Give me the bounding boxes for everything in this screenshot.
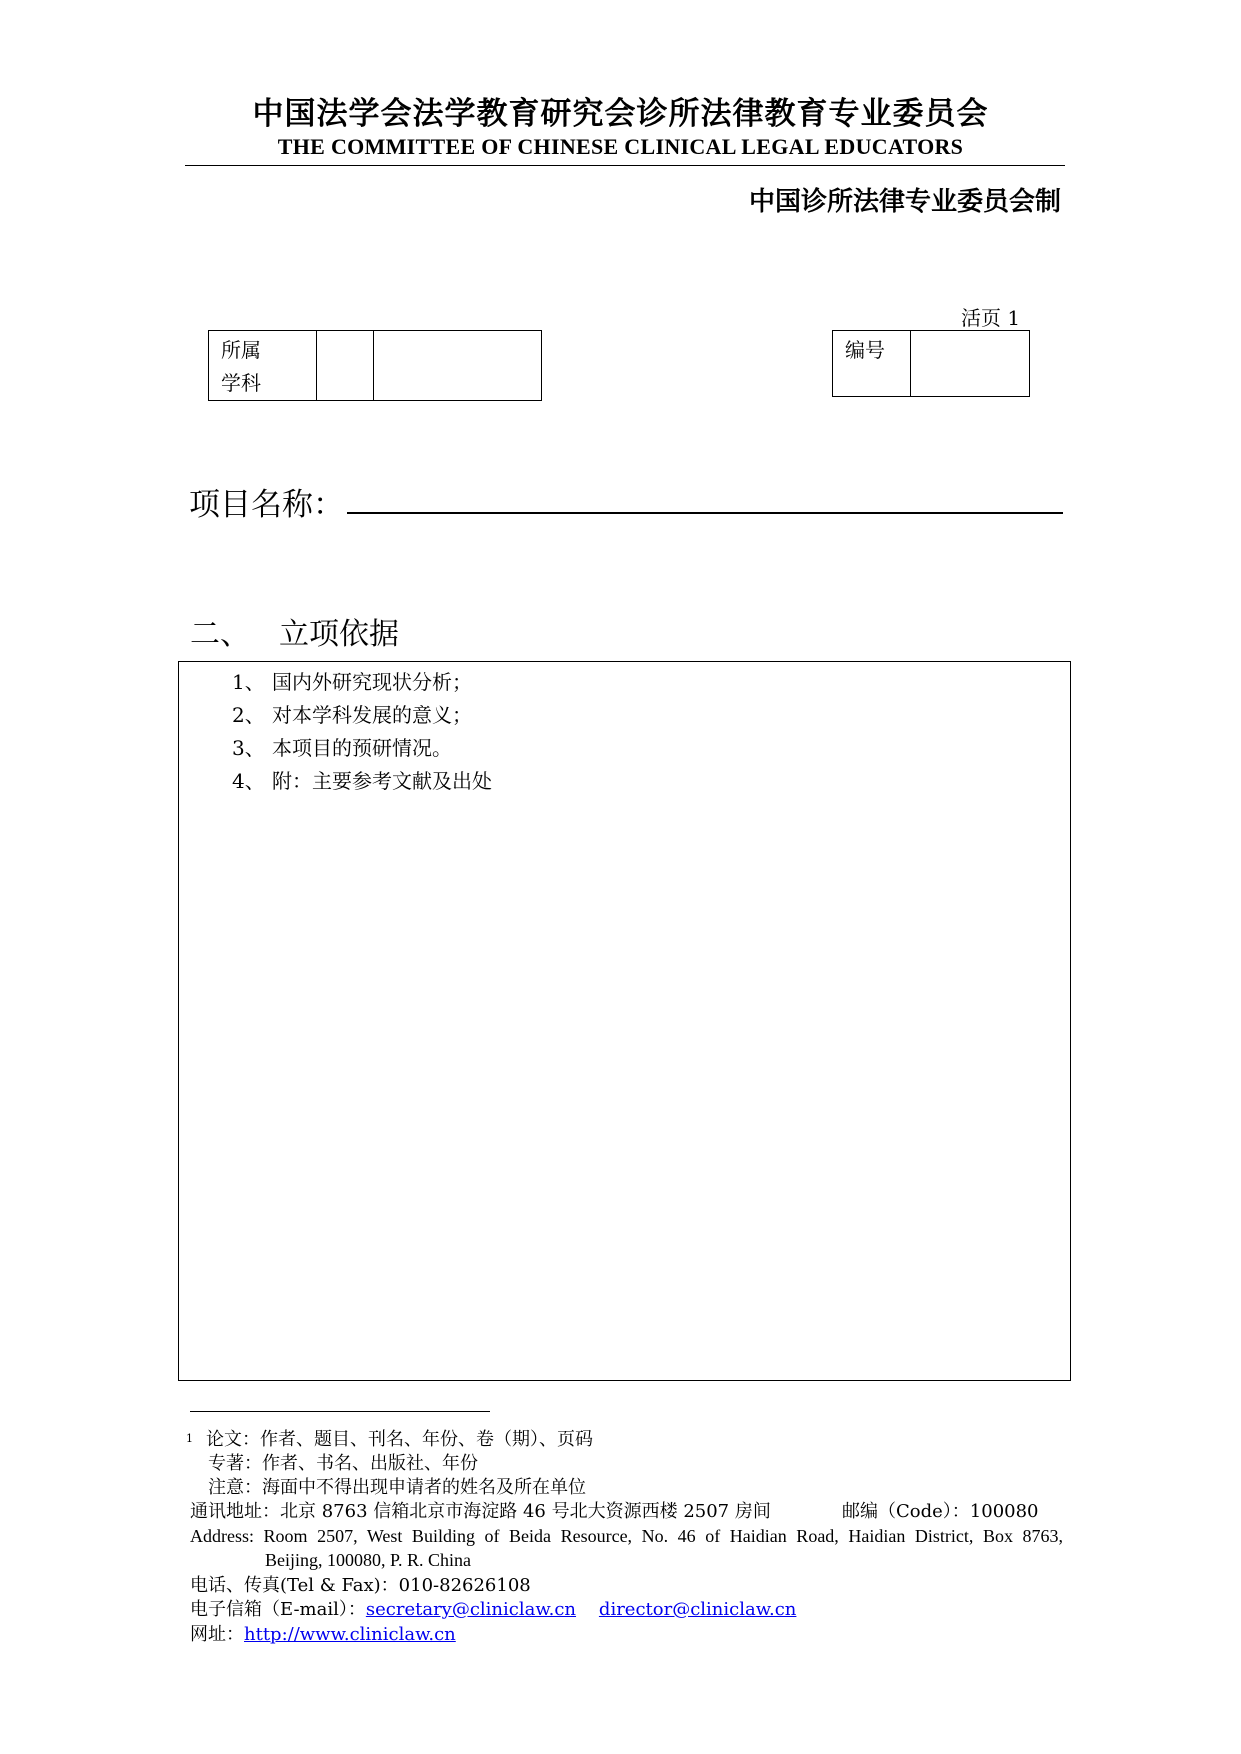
header-divider: [185, 165, 1065, 166]
number-label: 编号: [833, 331, 911, 397]
footnote-divider: [190, 1411, 490, 1412]
section-number: 二、: [190, 617, 250, 652]
number-value-cell[interactable]: [911, 331, 1030, 397]
list-item-number: 4、: [232, 769, 265, 793]
website-line: [190, 1623, 456, 1647]
mailing-address: 通讯地址：北京 8763 信箱北京市海淀路 46 号北大资源西楼 2507 房间: [190, 1501, 771, 1522]
discipline-label-line2: 学科: [221, 371, 261, 395]
project-name-label: 项目名称：: [189, 487, 344, 523]
org-title-english: THE COMMITTEE OF CHINESE CLINICAL LEGAL EDUCATORS: [277, 134, 964, 159]
discipline-name-cell[interactable]: [374, 331, 542, 401]
list-item-number: 2、: [232, 703, 265, 727]
list-item: [232, 732, 492, 765]
footnote-notice: 注意：海面中不得出现申请者的姓名及所在单位: [208, 1477, 586, 1498]
footnote-paper-format: 论文：作者、题目、刊名、年份、卷（期）、页码: [206, 1429, 593, 1450]
english-address-line2: Beijing, 100080, P. R. China: [265, 1550, 472, 1570]
tel-fax: 电话、传真(Tel & Fax)：010-82626108: [190, 1575, 531, 1596]
email-line: [190, 1598, 796, 1622]
list-item-text: 附：主要参考文献及出处: [272, 769, 492, 793]
discipline-code-cell[interactable]: [317, 331, 374, 401]
org-title-chinese: 中国法学会法学教育研究会诊所法律教育专业委员会: [252, 96, 989, 132]
footnote-marker: 1: [186, 1432, 193, 1445]
english-address-line1: Address: Room 2507, West Building of Beida Resource, No. 46 of Haidian Road, Haidian District, Box 8763,: [190, 1526, 1063, 1546]
email-link-secretary[interactable]: secretary@cliniclaw.cn: [365, 1599, 577, 1620]
list-item-number: 3、: [232, 736, 265, 760]
guideline-list: [232, 666, 492, 798]
list-item: [232, 699, 492, 732]
project-name-field[interactable]: [347, 512, 1063, 514]
section-title: 立项依据: [279, 617, 399, 652]
list-item: [232, 666, 492, 699]
list-item: [232, 765, 492, 798]
postcode: 邮编（Code）：100080: [842, 1501, 1039, 1522]
list-item-text: 本项目的预研情况。: [272, 736, 452, 760]
list-item-number: 1、: [232, 670, 265, 694]
discipline-label-line1: 所属: [221, 338, 261, 362]
discipline-table: [208, 330, 542, 401]
issuer-label: 中国诊所法律专业委员会制: [748, 187, 1061, 217]
website-link[interactable]: http://www.cliniclaw.cn: [244, 1624, 456, 1645]
page-label: 活页 1: [961, 306, 1021, 330]
email-label: 电子信箱（E-mail）：: [190, 1599, 366, 1620]
email-link-director[interactable]: director@cliniclaw.cn: [598, 1599, 797, 1620]
number-table: [832, 330, 1030, 397]
footnote-book-format: 专著：作者、书名、出版社、年份: [208, 1453, 478, 1474]
list-item-text: 对本学科发展的意义；: [272, 703, 472, 727]
discipline-label: [209, 331, 317, 401]
website-label: 网址：: [190, 1624, 244, 1645]
list-item-text: 国内外研究现状分析；: [272, 670, 472, 694]
